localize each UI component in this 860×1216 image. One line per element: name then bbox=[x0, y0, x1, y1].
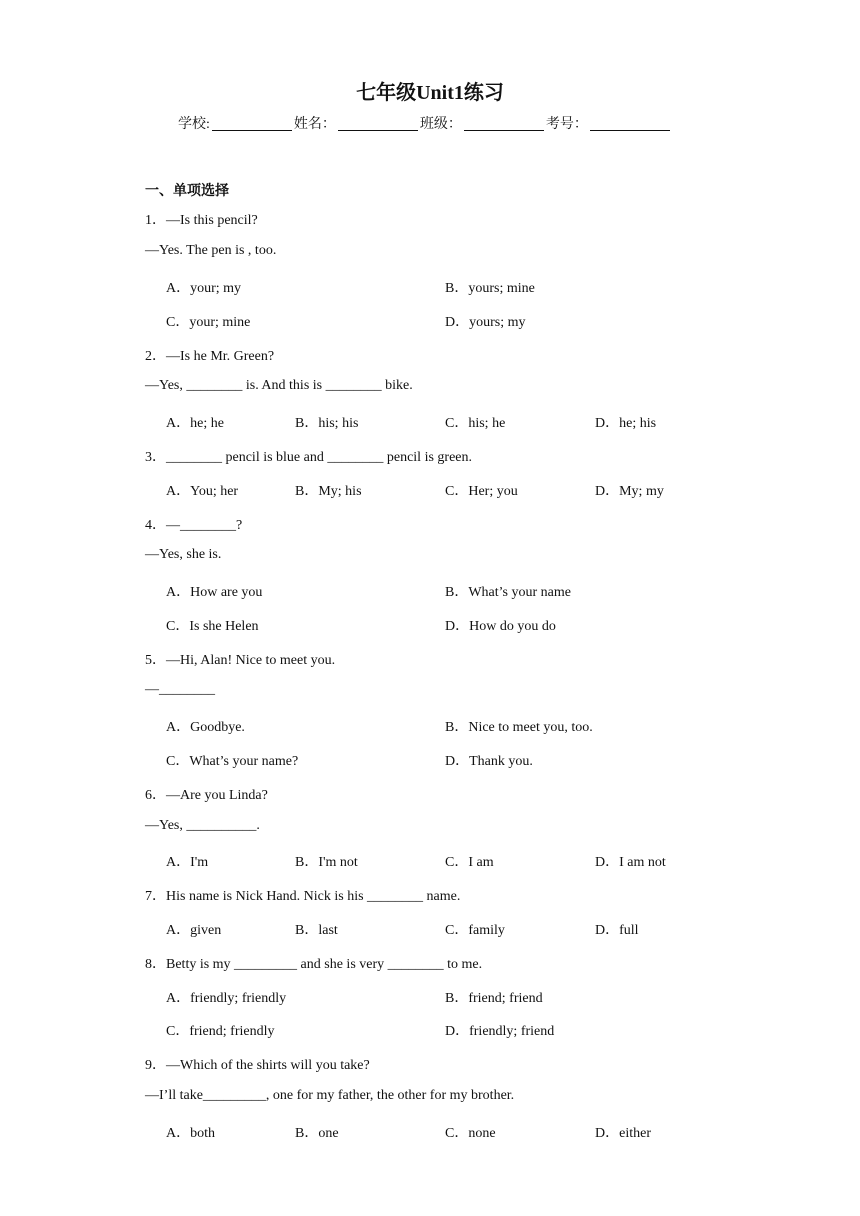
question-4-option-a[interactable]: A．How are you bbox=[166, 585, 263, 600]
student-info-line bbox=[178, 113, 672, 133]
question-5-option-c[interactable]: C．What’s your name? bbox=[166, 754, 299, 769]
question-7-option-b[interactable]: B．last bbox=[295, 923, 338, 938]
question-2-sub: —Yes, ________ is. And this is ________ bike. bbox=[145, 378, 413, 393]
question-3-option-b[interactable]: B．My; his bbox=[295, 484, 362, 499]
question-4-option-c[interactable]: C．Is she Helen bbox=[166, 619, 259, 634]
question-9-option-c[interactable]: C．none bbox=[445, 1126, 496, 1141]
question-8-option-d[interactable]: D．friendly; friend bbox=[445, 1024, 555, 1039]
question-9-option-d[interactable]: D．either bbox=[595, 1126, 651, 1141]
question-4-option-b[interactable]: B．What’s your name bbox=[445, 585, 571, 600]
class-blank[interactable] bbox=[464, 116, 544, 131]
question-5-stem: 5．—Hi, Alan! Nice to meet you. bbox=[145, 653, 336, 668]
question-5-sub: —________ bbox=[145, 682, 215, 697]
name-blank[interactable] bbox=[338, 116, 418, 131]
question-3-option-c[interactable]: C．Her; you bbox=[445, 484, 518, 499]
question-2-option-d[interactable]: D．he; his bbox=[595, 416, 657, 431]
exam-number-blank[interactable] bbox=[590, 116, 670, 131]
school-label: 学校: bbox=[178, 117, 210, 132]
question-4-sub: —Yes, she is. bbox=[145, 547, 222, 562]
question-2-stem: 2．—Is he Mr. Green? bbox=[145, 349, 275, 364]
question-7-option-d[interactable]: D．full bbox=[595, 923, 639, 938]
question-1-option-c[interactable]: C．your; mine bbox=[166, 315, 251, 330]
question-4-option-d[interactable]: D．How do you do bbox=[445, 619, 556, 634]
class-label: 班级： bbox=[419, 117, 462, 132]
question-1-option-d[interactable]: D．yours; my bbox=[445, 315, 526, 330]
section-title: 一、单项选择 bbox=[145, 183, 229, 199]
page-title: 七年级Unit1练习 bbox=[356, 82, 504, 104]
question-5-option-a[interactable]: A．Goodbye. bbox=[166, 720, 245, 735]
name-label: 姓名： bbox=[293, 117, 336, 132]
question-9-option-a[interactable]: A．both bbox=[166, 1126, 215, 1141]
question-6-option-b[interactable]: B．I'm not bbox=[295, 855, 358, 870]
question-1-stem: 1．—Is this pencil? bbox=[145, 213, 258, 228]
question-2-option-a[interactable]: A．he; he bbox=[166, 416, 224, 431]
question-1-sub: —Yes. The pen is , too. bbox=[145, 243, 277, 258]
question-6-option-c[interactable]: C．I am bbox=[445, 855, 494, 870]
question-5-option-d[interactable]: D．Thank you. bbox=[445, 754, 533, 769]
question-6-sub: —Yes, __________. bbox=[145, 818, 260, 833]
question-9-stem: 9．—Which of the shirts will you take? bbox=[145, 1058, 370, 1073]
question-7-option-a[interactable]: A．given bbox=[166, 923, 222, 938]
question-3-option-a[interactable]: A．You; her bbox=[166, 484, 239, 499]
question-2-option-b[interactable]: B．his; his bbox=[295, 416, 359, 431]
question-6-stem: 6．—Are you Linda? bbox=[145, 788, 268, 803]
question-7-stem: 7．His name is Nick Hand. Nick is his ________ name. bbox=[145, 889, 461, 904]
question-4-stem: 4．—________? bbox=[145, 518, 243, 533]
question-9-sub: —I’ll take_________, one for my father, the other for my brother. bbox=[145, 1088, 515, 1103]
question-1-option-a[interactable]: A．your; my bbox=[166, 281, 242, 296]
question-7-option-c[interactable]: C．family bbox=[445, 923, 505, 938]
question-9-option-b[interactable]: B．one bbox=[295, 1126, 339, 1141]
school-blank[interactable] bbox=[212, 116, 292, 131]
question-5-option-b[interactable]: B．Nice to meet you, too. bbox=[445, 720, 593, 735]
question-1-option-b[interactable]: B．yours; mine bbox=[445, 281, 535, 296]
question-6-option-d[interactable]: D．I am not bbox=[595, 855, 666, 870]
question-3-stem: 3．________ pencil is blue and ________ pencil is green. bbox=[145, 450, 472, 465]
question-6-option-a[interactable]: A．I'm bbox=[166, 855, 209, 870]
question-8-option-a[interactable]: A．friendly; friendly bbox=[166, 991, 287, 1006]
exam-number-label: 考号： bbox=[545, 117, 588, 132]
question-3-option-d[interactable]: D．My; my bbox=[595, 484, 664, 499]
question-8-option-c[interactable]: C．friend; friendly bbox=[166, 1024, 275, 1039]
question-8-stem: 8．Betty is my _________ and she is very ________ to me. bbox=[145, 957, 483, 972]
question-2-option-c[interactable]: C．his; he bbox=[445, 416, 506, 431]
question-8-option-b[interactable]: B．friend; friend bbox=[445, 991, 543, 1006]
